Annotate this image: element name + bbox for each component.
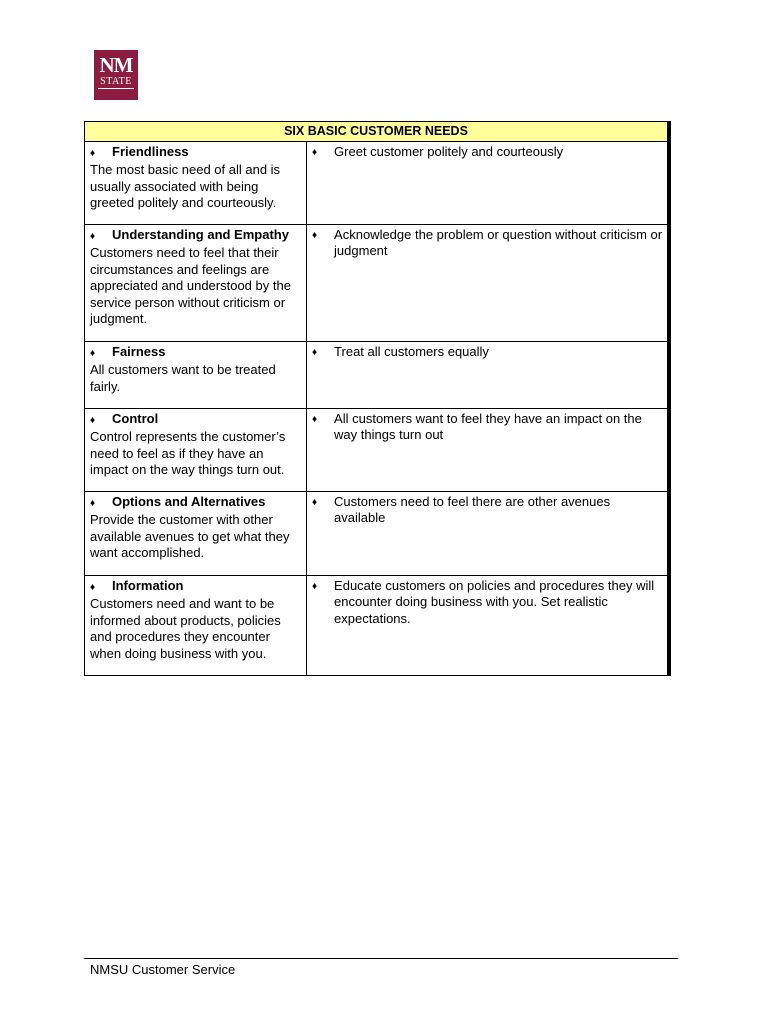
need-description: Customers need to feel that their circumstances and feelings are appreciated and understood by the service person without criticism or judgment. (90, 245, 291, 326)
diamond-bullet-icon: ♦ (90, 230, 96, 242)
action-cell (307, 491, 669, 575)
table-row (85, 141, 670, 224)
need-cell (85, 141, 307, 224)
logo-seal (94, 50, 138, 100)
action-item (312, 344, 663, 362)
need-name: Information (112, 577, 184, 593)
need-cell (85, 491, 307, 575)
table-title: SIX BASIC CUSTOMER NEEDS (85, 122, 670, 142)
need-title (90, 344, 302, 363)
need-description: Provide the customer with other available avenues to get what they want accomplished. (90, 512, 290, 560)
need-cell (85, 408, 307, 491)
need-title (90, 227, 302, 246)
customer-needs-table-container (84, 121, 671, 676)
action-cell (307, 341, 669, 408)
action-text: Acknowledge the problem or question without criticism or judgment (334, 226, 663, 258)
need-title (90, 411, 302, 430)
need-title (90, 578, 302, 597)
action-cell (307, 575, 669, 675)
action-item (312, 227, 663, 260)
diamond-bullet-icon: ♦ (90, 347, 96, 359)
diamond-bullet-icon: ♦ (90, 497, 96, 509)
table-row (85, 224, 670, 341)
need-description: All customers want to be treated fairly. (90, 362, 276, 394)
table-row (85, 575, 670, 675)
action-text: Treat all customers equally (334, 343, 489, 359)
logo-state-text: STATE (100, 76, 132, 87)
diamond-bullet-icon: ♦ (90, 414, 96, 426)
action-text: All customers want to feel they have an impact on the way things turn out (334, 410, 642, 442)
need-description: The most basic need of all and is usually associated with being greeted politely and courteously. (90, 162, 281, 210)
diamond-bullet-icon: ♦ (312, 346, 318, 358)
diamond-bullet-icon: ♦ (90, 581, 96, 593)
action-text: Greet customer politely and courteously (334, 143, 564, 159)
diamond-bullet-icon: ♦ (312, 580, 318, 592)
table-row (85, 491, 670, 575)
need-description: Control represents the customer’s need to feel as if they have an impact on the way things turn out. (90, 429, 286, 477)
need-cell (85, 224, 307, 341)
diamond-bullet-icon: ♦ (312, 413, 318, 425)
action-text: Customers need to feel there are other avenues available (334, 493, 611, 525)
footer-divider (84, 958, 678, 959)
action-item (312, 494, 663, 527)
customer-needs-table (84, 121, 671, 676)
need-cell (85, 575, 307, 675)
action-item (312, 578, 663, 628)
need-cell (85, 341, 307, 408)
diamond-bullet-icon: ♦ (312, 229, 318, 241)
diamond-bullet-icon: ♦ (90, 147, 96, 159)
need-title (90, 144, 302, 163)
nmsu-logo (92, 48, 142, 104)
need-description: Customers need and want to be informed about products, policies and procedures they encounter when doing business with you. (90, 596, 281, 661)
table-row (85, 341, 670, 408)
action-cell (307, 141, 669, 224)
need-name: Understanding and Empathy (112, 226, 289, 242)
diamond-bullet-icon: ♦ (312, 146, 318, 158)
need-name: Options and Alternatives (112, 493, 266, 509)
action-item (312, 411, 663, 444)
need-title (90, 494, 302, 513)
action-text: Educate customers on policies and procedures they will encounter doing business with you. Set realistic expectations. (334, 577, 655, 626)
table-header-row (85, 122, 670, 142)
logo-nm-text: NM (99, 53, 133, 77)
action-cell (307, 224, 669, 341)
need-name: Friendliness (112, 143, 189, 159)
need-name: Control (112, 410, 159, 426)
action-item (312, 144, 663, 162)
table-row (85, 408, 670, 491)
need-name: Fairness (112, 343, 166, 359)
logo-divider (98, 88, 134, 89)
footer-text: NMSU Customer Service (90, 962, 236, 977)
action-cell (307, 408, 669, 491)
diamond-bullet-icon: ♦ (312, 496, 318, 508)
